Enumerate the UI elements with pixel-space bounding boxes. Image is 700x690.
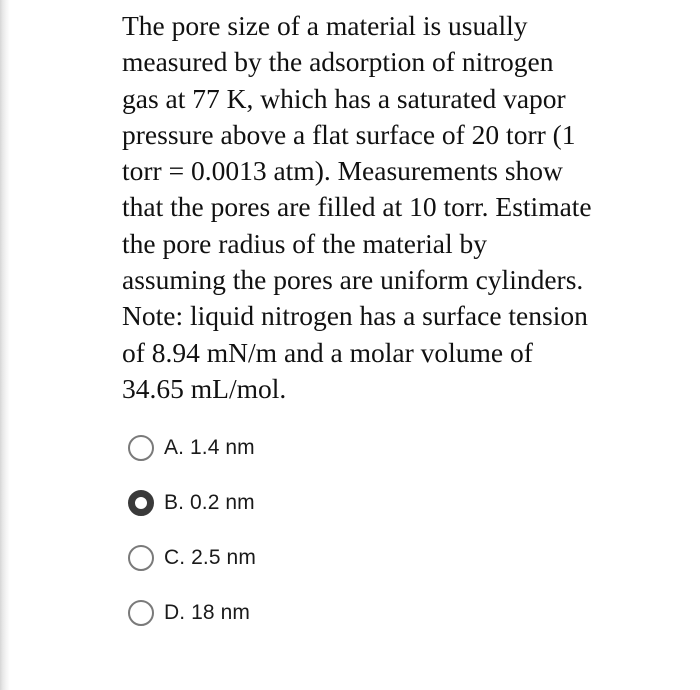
question-line: Note: liquid nitrogen has a surface tension [122,300,588,332]
option-label: D. 18 nm [164,600,250,624]
question-line: of 8.94 mN/m and a molar volume of [122,336,533,368]
question-line: measured by the adsorption of nitrogen [122,46,554,78]
option-a[interactable] [128,420,528,475]
question-text [122,8,652,407]
option-c[interactable] [128,530,528,585]
question-line: that the pores are filled at 10 torr. Estimate [122,191,592,223]
option-label: A. 1.4 nm [164,435,255,459]
radio-button-icon[interactable] [128,600,154,626]
page-edge-shadow [0,0,10,690]
question-line: The pore size of a material is usually [122,10,528,41]
question-line: assuming the pores are uniform cylinders. [122,264,584,296]
answer-options [128,420,528,640]
question-line: torr = 0.0013 atm). Measurements show [122,155,563,187]
question-line: pressure above a flat surface of 20 torr (1 [122,118,576,150]
radio-button-icon[interactable] [128,490,154,516]
radio-button-icon[interactable] [128,545,154,571]
radio-button-icon[interactable] [128,435,154,461]
option-label: B. 0.2 nm [164,490,255,514]
option-label: C. 2.5 nm [164,545,256,569]
option-d[interactable] [128,585,528,640]
question-line: gas at 77 K, which has a saturated vapor [122,82,566,114]
question-line: 34.65 mL/mol. [122,372,287,404]
option-b[interactable] [128,475,528,530]
question-line: the pore radius of the material by [122,227,488,259]
